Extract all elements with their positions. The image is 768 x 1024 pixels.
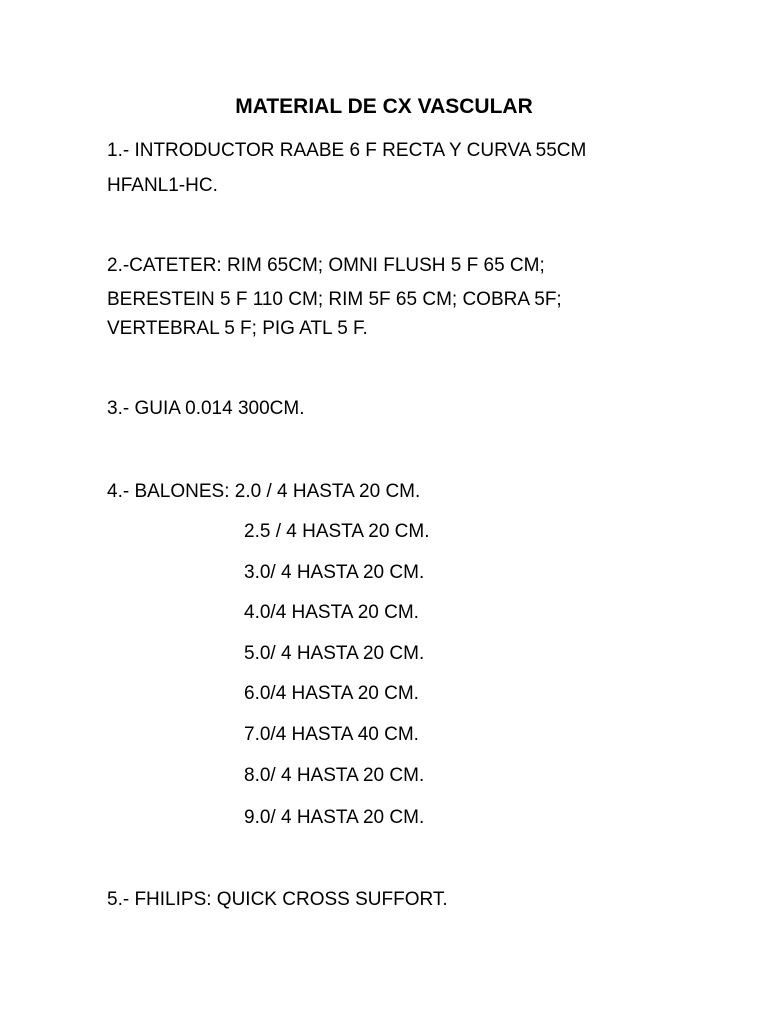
item-2-line-2: BERESTEIN 5 F 110 CM; RIM 5F 65 CM; COBRA 5F; <box>107 289 562 310</box>
item-1-line-1: 1.- INTRODUCTOR RAABE 6 F RECTA Y CURVA 55CM <box>107 140 587 161</box>
item-5-line-1: 5.- FHILIPS: QUICK CROSS SUFFORT. <box>107 889 448 910</box>
item-2-line-1: 2.-CATETER: RIM 65CM; OMNI FLUSH 5 F 65 CM; <box>107 255 545 276</box>
balloon-size: 9.0/ 4 HASTA 20 CM. <box>244 807 425 828</box>
item-2-line-3: VERTEBRAL 5 F; PIG ATL 5 F. <box>107 318 368 339</box>
balloon-size: 5.0/ 4 HASTA 20 CM. <box>244 643 425 664</box>
balloon-size: 2.5 / 4 HASTA 20 CM. <box>244 521 430 542</box>
balloon-size: 6.0/4 HASTA 20 CM. <box>244 683 419 704</box>
balloon-size: 3.0/ 4 HASTA 20 CM. <box>244 562 425 583</box>
item-4-line-1: 4.- BALONES: 2.0 / 4 HASTA 20 CM. <box>107 481 421 502</box>
balloon-size: 7.0/4 HASTA 40 CM. <box>244 724 419 745</box>
balloon-size: 4.0/4 HASTA 20 CM. <box>244 602 419 623</box>
item-3-line-1: 3.- GUIA 0.014 300CM. <box>107 398 305 419</box>
document-title: MATERIAL DE CX VASCULAR <box>235 95 533 118</box>
balloon-size: 8.0/ 4 HASTA 20 CM. <box>244 765 425 786</box>
item-1-line-2: HFANL1-HC. <box>107 175 218 196</box>
